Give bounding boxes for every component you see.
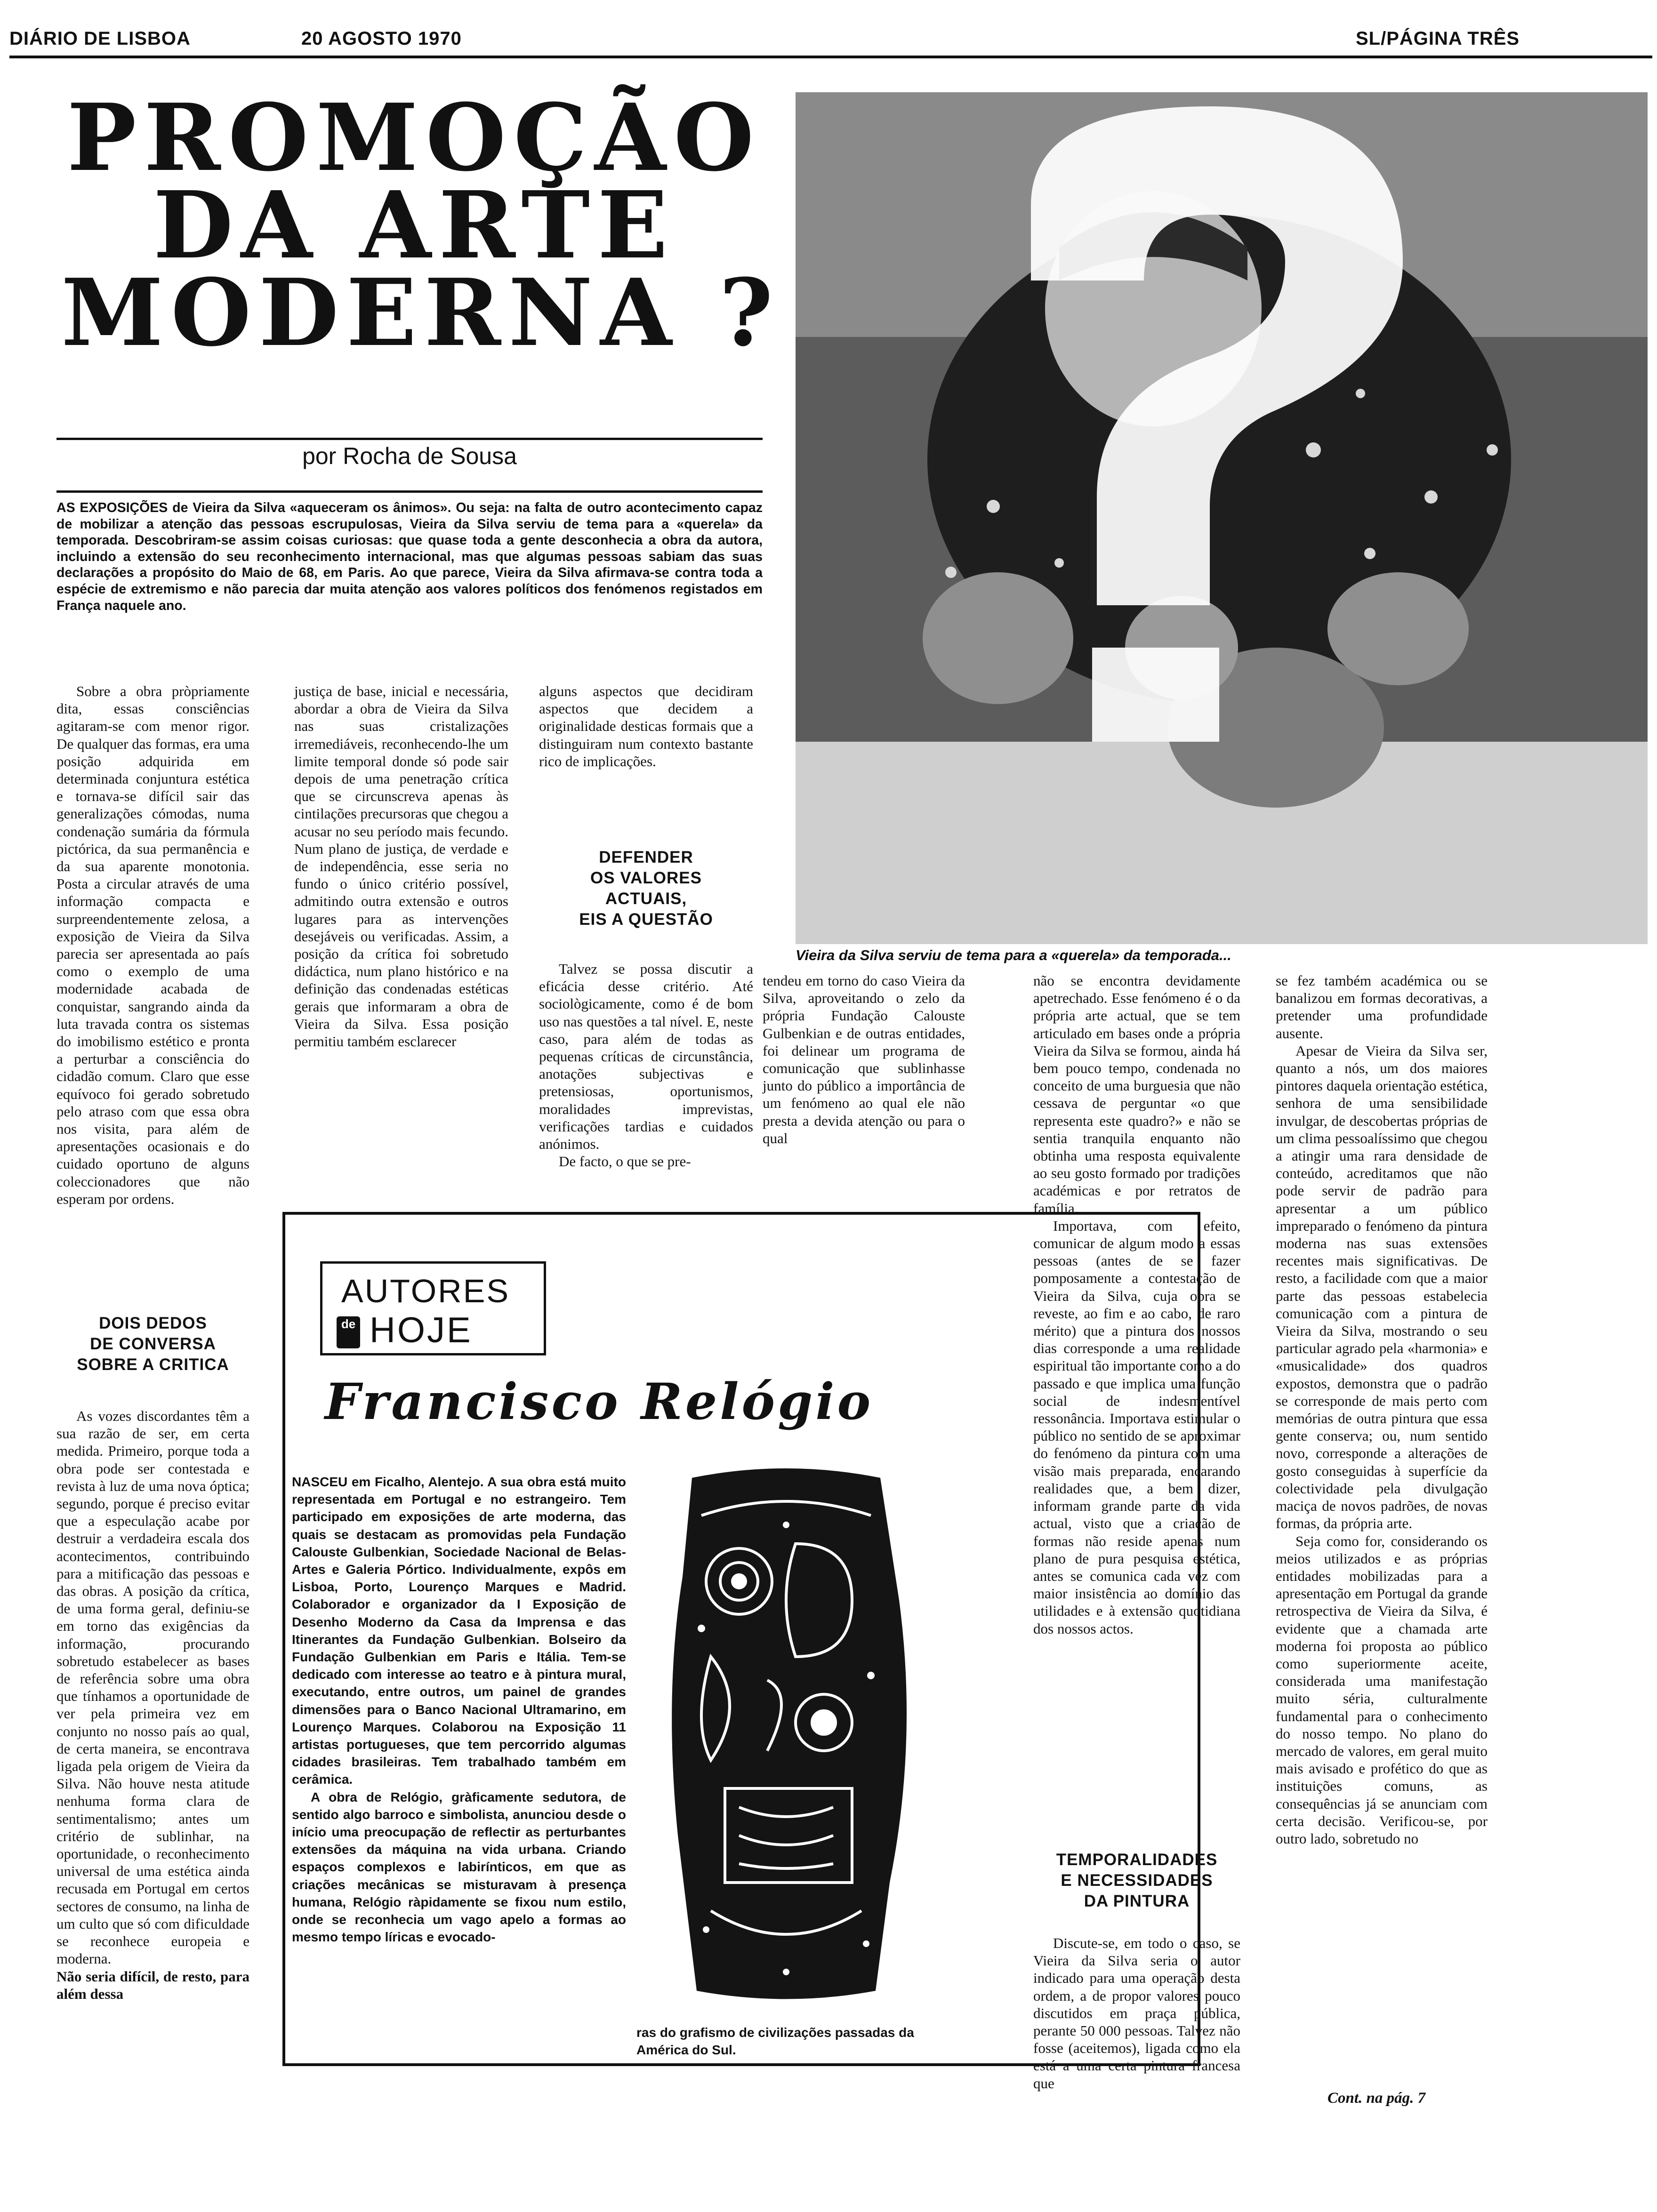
artist-bio-para-1: NASCEU em Ficalho, Alentejo. A sua obra está muito representada em Portugal e no estrangeiro. Tem participado em exposições de arte moderna, das quais se destacam as promovidas pela Fundação Calouste Gulbenkian, Sociedade Nacional de Belas-Artes e Galeria Pórtico. Individualmente, expôs em Lisboa, Porto, Lourenço Marques e Madrid. Colaborador e organizador da I Exposição de Desenho Moderno da Casa da Imprensa e das Itinerantes da Fundação Gulbenkian. Bolseiro da Fundação Gulbenkian em Paris e Itália. Tem-se dedicado com interesse ao teatro e à pintura mural, executando, entre outros, um painel de grandes dimensões para o Banco Nacional Ultramarino, em Lourenço Marques. Colaborou na Exposição 11 artistas portugueses, que tem percorrido algumas cidades brasileiras. Tem trabalhado também em cerâmica. (292, 1475, 626, 1787)
col2-para-1: justiça de base, inicial e necessária, abordar a obra de Vieira da Silva nas suas cristalizações irremediáveis, reconhecendo-lhe um limite temporal donde só pode sair depois de uma penetração crítica que se circunscreva apenas às cintilações precursoras que chegou a acusar no seu período mais fecundo. Num plano de justiça, de verdade e de independência, esse seria no fundo o único critério possível, admitindo outra extensão e outros lugares para as intervenções desejáveis ou verificadas. Assim, a posição da crítica foi sobretudo didáctica, num plano histórico e na definição das condenadas estéticas gerais que informaram a obra de Vieira da Silva. Essa posição permitiu também esclarecer (294, 683, 508, 1050)
col5-para-3: Discute-se, em todo o caso, se Vieira da Silva seria o autor indicado para uma operação desta ordem, a de propor valores pouco discutidos em praça pública, perante 50 000 pessoas. Talvez não fosse (aceitemos), ligada como ela está a uma certa pintura francesa que (1033, 1935, 1240, 2092)
col5-para-1: não se encontra devidamente apetrechado. Esse fenómeno é o da própria arte actual, que se tem articulado em bases onde a própria Vieira da Silva se formou, ainda há bem pouco tempo, condenada no conceito de uma burguesia que não cessava de perguntar «o que representa este quadro?» e não se sentia tranquila enquanto não obtinha uma resposta equivalente ao seu gosto formado por tradições académicas e por retratos de família. (1033, 972, 1240, 1217)
portrait-photo (796, 92, 1648, 944)
lead-rule (56, 490, 763, 493)
artist-bio-end: ras do grafismo de civilizações passadas da América do Sul. (636, 2025, 914, 2057)
header-rule (9, 56, 1652, 58)
column-3 (539, 682, 753, 770)
col6-para-1: se fez também académica ou se banalizou em formas decorativas, a pretender uma profundidade ausente. (1276, 972, 1488, 1042)
artist-bio (292, 1473, 626, 1946)
badge-hoje: HOJE (370, 1310, 473, 1350)
column-1-cont (56, 1407, 249, 2003)
headline-line-3: MODERNA ? (61, 259, 781, 367)
continued-note: Cont. na pág. 7 (1327, 2090, 1426, 2107)
col1-para-2: As vozes discordantes têm a sua razão de ser, em certa medida. Primeiro, porque toda a obra pode ser contestada e revista à luz de uma nova óptica; segundo, porque é preciso evitar que a especulação acabe por destruir a verdadeira escala dos acontecimentos, contribuindo para a mitificação das pessoas e das obras. A posição da crítica, de uma forma geral, definiu-se em torno das exigências da informação, procurando sobretudo estabelecer as bases de referência sobre uma obra que tínhamos a oportunidade de ver pela primeira vez em conjunto no nosso país ao qual, de certa maneira, se encontrava ligada pela origem de Vieira da Silva. Não houve nesta atitude nenhuma forma clara de sentimentalismo; antes um critério de sublinhar, na oportunidade, o reconhecimento universal de uma estética ainda recusada em Portugal em certos sectores de consumo, na linha de um culto que só com dificuldade se reconhece europeia e moderna. (56, 1408, 249, 1967)
column-3-cont (539, 960, 753, 1170)
headline-line-2: DA ARTE (153, 171, 676, 280)
column-4 (763, 972, 965, 1147)
col5-para-2: Importava, com efeito, comunicar de algum modo a essas pessoas (antes de se fazer pomposamente a contestação de Vieira da Silva, cuja obra se reveste, ao fim e ao cabo, de raro mérito) que a pintura dos nossos dias corresponde a uma realidade espiritual tão importante como a do passado e que implica uma função social de indesmentível ressonância. Importava estimular o público no sentido de se aproximar do fenómeno da pintura com uma visão mais preparada, encarando realidades que, a bem dizer, informam grande parte da vida actual, visto que a criação de formas não reside apenas num plano de pura pesquisa estética, antes se comunica cada vez com maior insistência ao domínio das utilidades e à extensão quotidiana dos nossos actos. (1033, 1217, 1240, 1637)
col1-para-1: Sobre a obra pròpriamente dita, essas consciências agitaram-se com menor rigor. De qualquer das formas, era uma posição adquirida em determinada conjuntura estética e tornava-se difícil sair das generalizações cómodas, numa condenação sumária da fórmula pictórica, da sua permanência e da sua aparente monotonia. Posta a circular através de uma informação compacta e surpreendentemente zelosa, a exposição de Vieira da Silva parecia ser apresentada ao país como o exemplo de uma modernidade acabada de conquistar, sangrando ainda da luta travada contra os sistemas do imobilismo estético e pronta a perturbar a consciência do cidadão comum. Claro que esse equívoco foi gerado sobretudo pelo atraso com que essa obra nos visita, para além de apresentações ocasionais e do cuidado oportuno de alguns coleccionadores que não esperam por ordens. (56, 683, 249, 1207)
artist-bio-para-2: A obra de Relógio, gràficamente sedutora, de sentido algo barroco e simbolista, anunciou desde o início uma preocupação de reflectir as perturbantes extensões da máquina na vida urbana. Criando espaços complexos e labirínticos, em que as criações mecânicas se misturavam à presença humana, Relógio ràpidamente se fixou num estilo, onde se reconhecia um vago apelo a formas ao mesmo tempo líricas e evocado- (292, 1789, 626, 1945)
subhead-dois-dedos: DOIS DEDOS DE CONVERSA SOBRE A CRITICA (77, 1314, 229, 1374)
column-6 (1276, 972, 1488, 1847)
badge-autores: AUTORES (341, 1273, 510, 1309)
newspaper-name: DIÁRIO DE LISBOA (9, 28, 191, 49)
issue-date: 20 AGOSTO 1970 (301, 28, 462, 49)
byline-rule (56, 438, 763, 440)
artwork-drawing (654, 1459, 918, 2007)
headline-line-1: PROMOÇÃO (67, 84, 762, 192)
subhead-temporalidades: TEMPORALIDADES E NECESSIDADES DA PINTURA (1056, 1851, 1218, 1910)
headline (61, 84, 781, 367)
col3-para-3: De facto, o que se pre- (559, 1153, 691, 1170)
portrait-illustration (796, 92, 1648, 944)
badge-de: de (337, 1316, 360, 1348)
artist-name: Francisco Relógio (325, 1372, 874, 1431)
column-1 (56, 682, 249, 1208)
lead-paragraph: AS EXPOSIÇÕES de Vieira da Silva «aqueceram os ânimos». Ou seja: na falta de outro acontecimento capaz de mobilizar a atenção das pessoas escrupulosas, Vieira da Silva serviu de tema para a «querela» da temporada. Descobriram-se assim coisas curiosas: que quase toda a gente desconhecia a obra da autora, incluindo a extensão do seu reconhecimento internacional, mas que algumas pessoas sabiam das suas declarações a propósito do Maio de 68, em Paris. Ao que parece, Vieira da Silva afirmava-se contra toda a espécie de extremismo e não parecia dar muita atenção aos valores políticos dos fenómenos registados em França naquele ano. (56, 500, 763, 613)
col1-para-3: Não seria difícil, de resto, para além dessa (56, 1968, 249, 2002)
byline: por Rocha de Sousa (302, 443, 517, 469)
col3-para-2: Talvez se possa discutir a eficácia desse critério. Até sociològicamente, como é de bom uso nas questões a tal nível. E, neste caso, para além de todas as pequenas críticas de circunstância, anotações subjectivas e pretensiosas, oportunismos, moralidades imprevistas, verificações tardias e cuidados anónimos. (539, 961, 753, 1153)
autores-de-hoje-badge (320, 1261, 546, 1355)
col6-para-2: Apesar de Vieira da Silva ser, quanto a nós, um dos maiores pintores daquela orientação estética, senhora de uma sensibilidade invulgar, de descobertas próprias de um clima pessoalíssimo que chegou a atingir uma rara densidade de conteúdo, acreditamos que não pode servir de padrão para apresentar a um público impreparado o fenómeno da pintura moderna nas suas extensões recentes mais significativas. De resto, a facilidade com que a maior parte das pessoas estabelecia comunicação com a pintura de Vieira da Silva, mostrando o seu particular agrado pela «harmonia» e «musicalidade» dos quadros expostos, demonstra que o padrão se corresponde de mais perto com memórias de outra pintura que essa gente conserva; ou, num sentido novo, corresponde a alterações de gosto conseguidas à superfície da colectividade pela divulgação maciça de novos padrões, de novas formas, da própria arte. (1276, 1042, 1488, 1532)
page-label: SL/PÁGINA TRÊS (1356, 28, 1520, 49)
photo-caption: Vieira da Silva serviu de tema para a «querela» da temporada... (796, 947, 1231, 963)
artwork-illustration (654, 1459, 918, 2007)
col4-para-1: tendeu em torno do caso Vieira da Silva, aproveitando o zelo da própria Fundação Calouste Gulbenkian e de outras entidades, foi delinear um programa de comunicação que sublinhasse junto do público a importância de um fenómeno ao qual ele não presta a devida atenção ou para o qual (763, 972, 965, 1146)
column-2 (294, 682, 508, 1050)
col3-para-1: alguns aspectos que decidiram aspectos que decidem a originalidade desticas formais que a distinguiram num contexto bastante rico de implicações. (539, 683, 753, 769)
col6-para-3: Seja como for, considerando os meios utilizados e as próprias entidades mobilizadas para a apresentação em Portugal da grande retrospectiva de Vieira da Silva, é evidente que a chamada arte moderna foi proposta ao público como superiormente aceite, considerada uma manifestação muito séria, culturalmente fundamental para o conhecimento do nosso tempo. No plano do mercado de valores, em geral muito mais avisado e profético do que as instituições comuns, as consequências já se anunciam com certa decisão. Verificou-se, por outro lado, sobretudo no (1276, 1532, 1488, 1847)
subhead-defender: DEFENDER OS VALORES ACTUAIS, EIS A QUESTÃO (579, 848, 713, 929)
